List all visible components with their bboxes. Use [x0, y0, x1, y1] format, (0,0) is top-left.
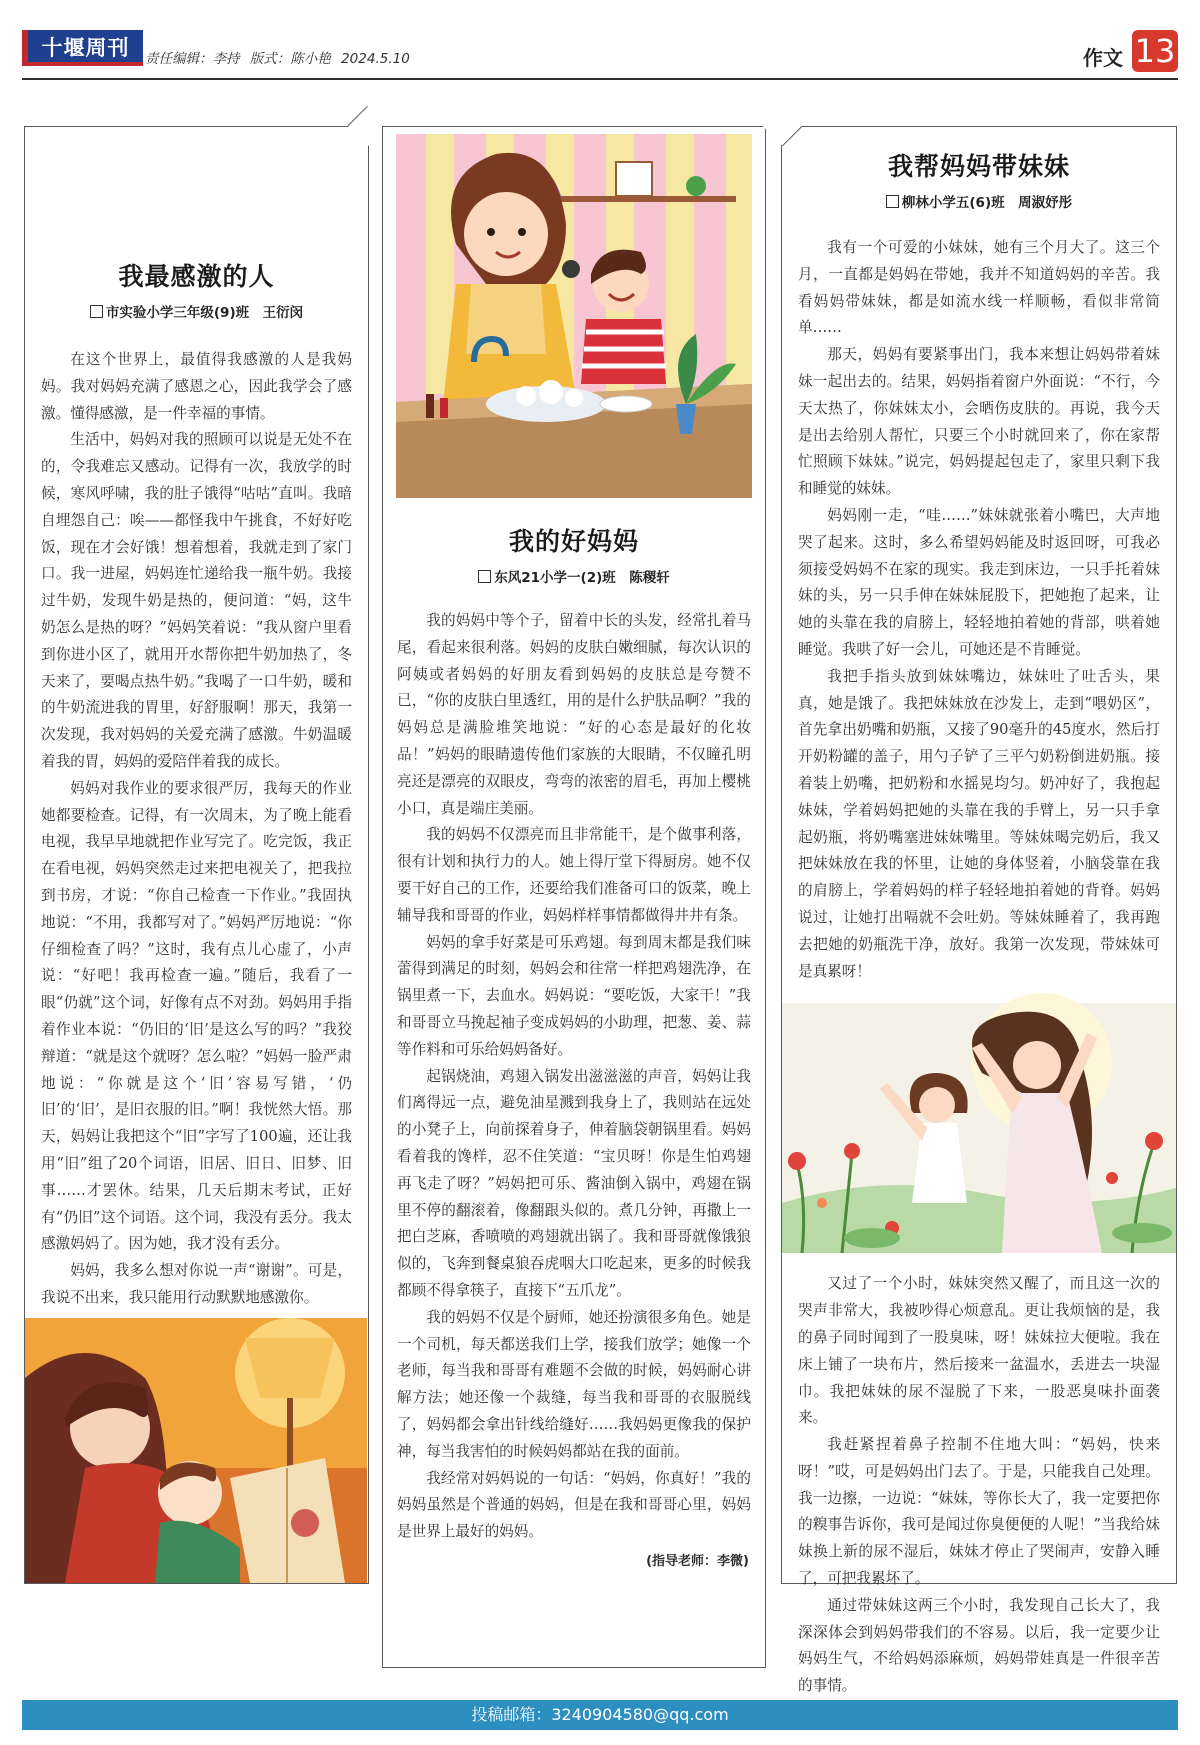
- paragraph: 妈妈对我作业的要求很严厉，我每天的作业她都要检查。记得，有一次周末，为了晚上能看电视，我早早地就把作业写完了。吃完饭，我正在看电视，妈妈突然走过来把电视关了，把我拉到书房，才说：“你自己检查一下作业。”我固执地说：“不用，我都写对了。”妈妈严厉地说：“你仔细检查了吗？”这时，我有点儿心虚了，小声说：“好吧！我再检查一遍。”随后，我看了一眼“仍就”这个词，好像有点不对劲。妈妈用手指着作业本说：“仍旧的‘旧’是这么写的吗？”我狡辩道：“就是这个就呀？怎么啦？”妈妈一脸严肃地说：“你就是这个‘旧’容易写错，‘仍旧’的‘旧’，是旧衣服的旧。”啊！我恍然大悟。那天，妈妈让我把这个“旧”字写了100遍，还让我用“旧”组了20个词语，旧居、旧日、旧梦、旧事……才罢休。结果，几天后期末考试，正好有“仍旧”这个词语。这个词，我没有丢分。我太感激妈妈了。因为她，我才没有丢分。: [41, 779, 352, 1253]
- corner-decoration: [762, 106, 802, 146]
- paragraph: 生活中，妈妈对我的照顾可以说是无处不在的，令我难忘又感动。记得有一次，我放学的时候，寒风呼啸，我的肚子饿得“咕咕”直叫。我暗自埋怨自己：唉——都怪我中午挑食，不好好吃饭，现在才会好饿！想着想着，我就走到了家门口。我一进屋，妈妈连忙递给我一瓶牛奶。我接过牛奶，发现牛奶是热的，便问道：“妈，这牛奶怎么是热的呀？”妈妈笑着说：“我从窗户里看到你进小区了，就用开水帮你把牛奶加热了，冬天来了，要喝点热牛奶。”我喝了一口牛奶，暖和的牛奶流进我的胃里，好舒服啊！那天，我第一次发现，我对妈妈的关爱充满了感激。牛奶温暖着我的胃，妈妈的爱陪伴着我的成长。: [41, 431, 352, 770]
- box-icon: [90, 305, 103, 318]
- article-left: [24, 126, 369, 1584]
- paragraph: 通过带妹妹这两三个小时，我发现自己长大了，我深深体会到妈妈带我们的不容易。以后，我一定要少让妈妈生气，不给妈妈添麻烦，妈妈带娃真是一件很辛苦的事情。: [798, 1596, 1160, 1695]
- byline-text: 柳林小学五(6)班 周淑妤彤: [901, 195, 1073, 211]
- paragraph: 我有一个可爱的小妹妹，她有三个月大了。这三个月，一直都是妈妈在带她，我并不知道妈妈的辛苦。我看妈妈带妹妹，都是如流水线一样顺畅，看似非常简单……: [798, 239, 1160, 337]
- article-title: 我最感激的人: [118, 262, 275, 291]
- section-name: 作文: [1083, 46, 1123, 70]
- paragraph: 我的妈妈不仅是个厨师，她还扮演很多角色。她是一个司机，每天都送我们上学，接我们放学；她像一个老师，每当我和哥哥有难题不会做的时候，妈妈耐心讲解方法；她还像一个裁缝，每当我和哥哥的衣服脱线了，妈妈都会拿出针线给缝好……我妈妈更像我的保护神，每当我害怕的时候妈妈都站在我的面前。: [397, 1308, 751, 1460]
- layout-credit: 版式：陈小艳: [249, 51, 331, 67]
- paragraph: 妈妈刚一走，“哇……”妹妹就张着小嘴巴，大声地哭了起来。这时，多么希望妈妈能及时返回呀，可我必须接受妈妈不在家的现实。我走到床边，一只手托着妹妹的头，另一只手伸在妹妹屁股下，把她抱了起来，让她的头靠在我的肩膀上，轻轻地拍着她的背部，哄着她睡觉。我哄了好一会儿，可她还是不肯睡觉。: [798, 506, 1160, 658]
- article-byline: [25, 301, 368, 321]
- article-body-continued: [782, 1271, 1176, 1700]
- article-body: [25, 347, 368, 1312]
- paragraph: 我的妈妈不仅漂亮而且非常能干，是个做事利落，很有计划和执行力的人。她上得厅堂下得厨房。她不仅要干好自己的工作，还要给我们准备可口的饭菜，晚上辅导我和哥哥的作业，妈妈样样事情都做得井井有条。: [397, 826, 751, 924]
- header-rule: [22, 78, 1178, 80]
- article-byline: [383, 566, 765, 586]
- article-middle: [382, 126, 766, 1668]
- paragraph: 我赶紧捏着鼻子控制不住地大叫：“妈妈，快来呀！”哎，可是妈妈出门去了。于是，只能我自己处理。我一边擦，一边说：“妹妹，等你长大了，我一定要把你的糗事告诉你，我可是闻过你臭便便的人呢！”当我给妹妹换上新的尿不湿后，妹妹才停止了哭闹声，安静入睡了，可把我累坏了。: [798, 1436, 1160, 1588]
- paragraph: 又过了一个小时，妹妹突然又醒了，而且这一次的哭声非常大，我被吵得心烦意乱。更让我烦恼的是，我的鼻子同时闻到了一股臭味，呀！妹妹拉大便啦。我在床上铺了一块布片，然后接来一盆温水，丢进去一块湿巾。我把妹妹的尿不湿脱了下来，一股恶臭味扑面袭来。: [798, 1275, 1160, 1427]
- illustration-sisters-flowers: [782, 1003, 1176, 1253]
- paragraph: 我把手指头放到妹妹嘴边，妹妹吐了吐舌头，果真，她是饿了。我把妹妹放在沙发上，走到“喂奶区”，首先拿出奶嘴和奶瓶，又接了90毫升的45度水，然后打开奶粉罐的盖子，用勺子铲了三平勺奶粉倒进奶瓶。接着装上奶嘴，把奶粉和水摇晃均匀。奶冲好了，我抱起妹妹，学着妈妈把她的头靠在我的手臂上，另一只手拿起奶瓶，将奶嘴塞进妹妹嘴里。等妹妹喝完奶后，我又把妹妹放在我的怀里，让她的身体竖着，小脑袋靠在我的肩膀上，学着妈妈的样子轻轻地拍着她的背脊。妈妈说过，让她打出嗝就不会吐奶。等妹妹睡着了，我再跑去把她的奶瓶洗干净，放好。我第一次发现，带妹妹可是真累呀！: [798, 667, 1160, 980]
- paragraph: 我经常对妈妈说的一句话：“妈妈，你真好！”我的妈妈虽然是个普通的妈妈，但是在我和哥哥心里，妈妈是世界上最好的妈妈。: [397, 1469, 751, 1541]
- article-right: [781, 126, 1177, 1695]
- illustration-mother-son-kitchen: [396, 134, 752, 498]
- paragraph: 我的妈妈中等个子，留着中长的头发，经常扎着马尾，看起来很利落。妈妈的皮肤白嫩细腻，每次认识的阿姨或者妈妈的好朋友看到妈妈的皮肤总是夸赞不已，“你的皮肤白里透红，用的是什么护肤品啊？”我的妈妈总是满脸堆笑地说：“好的心态是最好的化妆品！”妈妈的眼睛遗传他们家族的大眼睛，不仅瞳孔明亮还是漂亮的双眼皮，弯弯的浓密的眉毛，再加上樱桃小口，真是端庄美丽。: [397, 612, 751, 817]
- paragraph: 妈妈的拿手好菜是可乐鸡翅。每到周末都是我们味蕾得到满足的时刻，妈妈会和往常一样把鸡翅洗净，在锅里煮一下，去血水。妈妈说：“要吃饭，大家干！”我和哥哥立马挽起袖子变成妈妈的小助理，把葱、姜、蒜等作料和可乐给妈妈备好。: [397, 933, 751, 1058]
- box-icon: [886, 195, 899, 208]
- masthead-stripe: [22, 62, 143, 66]
- article-body: [383, 608, 765, 1546]
- paragraph: 起锅烧油，鸡翅入锅发出滋滋滋的声音，妈妈让我们离得远一点，避免油星溅到我身上了，我则站在远处的小凳子上，向前探着身子，伸着脑袋朝锅里看。妈妈看着我的馋样，忍不住笑道：“宝贝呀！你是生怕鸡翅再飞走了呀？”妈妈把可乐、酱油倒入锅中，鸡翅在锅里不停的翻滚着，像翻跟头似的。煮几分钟，再撒上一把白芝麻，香喷喷的鸡翅就出锅了。我和哥哥就像饿狼似的，飞奔到餐桌狼吞虎咽大口吃起来，更多的时候我都顾不得拿筷子，直接下“五爪龙”。: [397, 1067, 751, 1299]
- article-body: [782, 235, 1176, 985]
- box-icon: [478, 570, 491, 583]
- adviser-credit: (指导老师：李微): [646, 1553, 749, 1569]
- illustration-mother-reading: [25, 1318, 367, 1583]
- article-title: 我的好妈妈: [508, 527, 639, 556]
- byline-text: 东风21小学一(2)班 陈稷轩: [494, 570, 670, 586]
- article-byline: [782, 191, 1176, 211]
- issue-date: 2024.5.10: [341, 51, 410, 67]
- byline-text: 市实验小学三年级(9)班 王衍闵: [105, 305, 304, 321]
- masthead-logo: 十堰周刊: [22, 30, 143, 66]
- editor-credit: 责任编辑：李持: [145, 51, 240, 67]
- paragraph: 那天，妈妈有要紧事出门，我本来想让妈妈带着妹妹一起出去的。结果，妈妈指着窗户外面说：“不行，今天太热了，你妹妹太小，会晒伤皮肤的。再说，我今天是出去给别人帮忙，只要三个小时就回来了，你在家帮忙照顾下妹妹。”说完，妈妈提起包走了，家里只剩下我和睡觉的妹妹。: [798, 346, 1160, 498]
- page-number: 13: [1132, 30, 1178, 72]
- article-title: 我帮妈妈带妹妹: [887, 152, 1070, 181]
- paragraph: 在这个世界上，最值得我感激的人是我妈妈。我对妈妈充满了感恩之心，因此我学会了感激。懂得感激，是一件幸福的事情。: [41, 351, 352, 422]
- header-meta: [145, 47, 416, 67]
- paragraph: 妈妈，我多么想对你说一声“谢谢”。可是，我说不出来，我只能用行动默默地感激你。: [41, 1262, 352, 1306]
- submission-email-bar: 投稿邮箱：3240904580@qq.com: [22, 1700, 1178, 1730]
